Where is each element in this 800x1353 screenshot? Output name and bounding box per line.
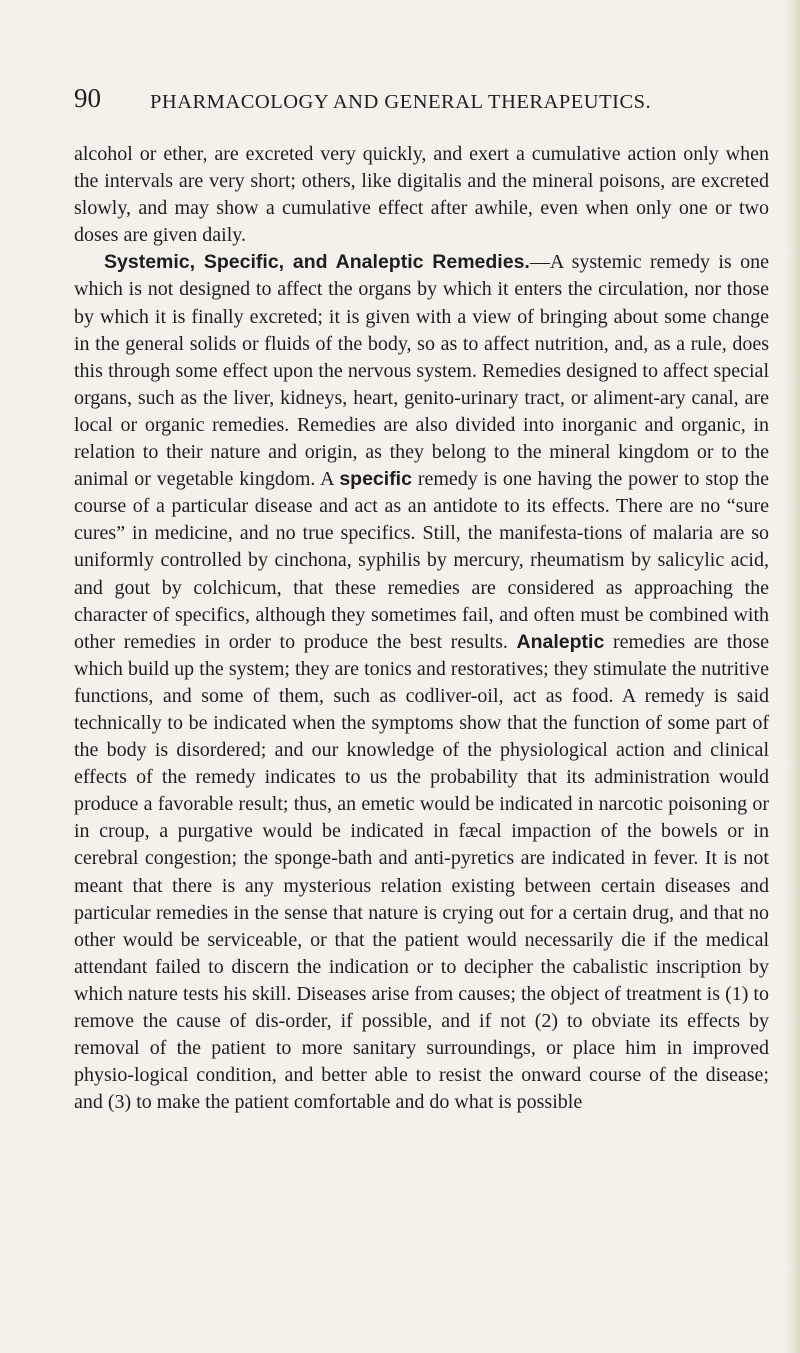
section-heading: Systemic, Specific, and Analeptic Remedies. — [104, 251, 530, 274]
paragraph-text: remedies are those which build up the system; they are tonics and restoratives; they stimulate the nutritive functions, and some of them, such as codliver-oil, act as food. A remedy is said technically to be indicated when the symptoms show that the function of some part of the body is disordered; and our knowledge of the physiological action and clinical effects of the remedy indicates to us the probability that its administration would produce a favorable result; thus, an emetic would be indicated in narcotic poisoning or in croup, a purgative would be indicated in fæcal impaction of the bowels or in cerebral congestion; the sponge-bath and anti-pyretics are indicated in fever. It is not meant that there is any mysterious relation existing between certain diseases and particular remedies in the sense that nature is crying out for a certain drug, and that no other would be serviceable, or that the patient would necessarily die if the medical attendant failed to discern the indication or to decipher the cabalistic inscription by which nature tests his skill. Diseases arise from causes; the object of treatment is (1) to remove the cause of dis-order, if possible, and if not (2) to obviate its effects by removal of the patient to more sanitary surroundings, or place him in improved physio-logical condition, and better able to resist the onward course of the disease; and (3) to make the patient comfortable and do what is possible — [74, 630, 770, 1114]
page-edge-shadow — [786, 0, 800, 1353]
paragraph-continuation: alcohol or ether, are excreted very quickly, and exert a cumulative action only when the intervals are very short; others, like digitalis and the mineral poisons, are excreted slowly, and may show a cumulative effect after awhile, even when only one or two doses are given daily. — [74, 143, 769, 247]
running-head: PHARMACOLOGY AND GENERAL THERAPEUTICS. — [150, 91, 652, 113]
page-number: 90 — [74, 83, 101, 113]
paragraph-text: remedy is one having the power to stop the course of a particular disease and act as an antidote to its effects. There are no “sure cures” in medicine, and no true specifics. Still, the manifesta-tions of malaria are so uniformly controlled by cinchona, syphilis by mercury, rheumatism by salicylic acid, and gout by colchicum, that these remedies are considered as approaching the character of specifics, although they sometimes fail, and often must be combined with other remedies in order to produce the best results. — [74, 468, 769, 653]
term-specific: specific — [339, 468, 412, 491]
body-text — [74, 141, 769, 1116]
paragraph-systemic-remedies — [74, 249, 769, 1116]
paragraph-text: —A systemic remedy is one which is not designed to affect the organs by which it enters the circulation, nor those by which it is finally excreted; it is given with a view of bringing about some change in the general solids or fluids of the body, so as to affect nutrition, and, as a rule, does this through some effect upon the nervous system. Remedies designed to affect special organs, such as the liver, kidneys, heart, genito-urinary tract, or aliment-ary canal, are local or organic remedies. Remedies are also divided into inorganic and organic, in relation to their nature and origin, as they belong to the mineral kingdom or to the animal or vegetable kingdom. A — [74, 251, 769, 491]
term-analeptic: Analeptic — [516, 630, 605, 653]
